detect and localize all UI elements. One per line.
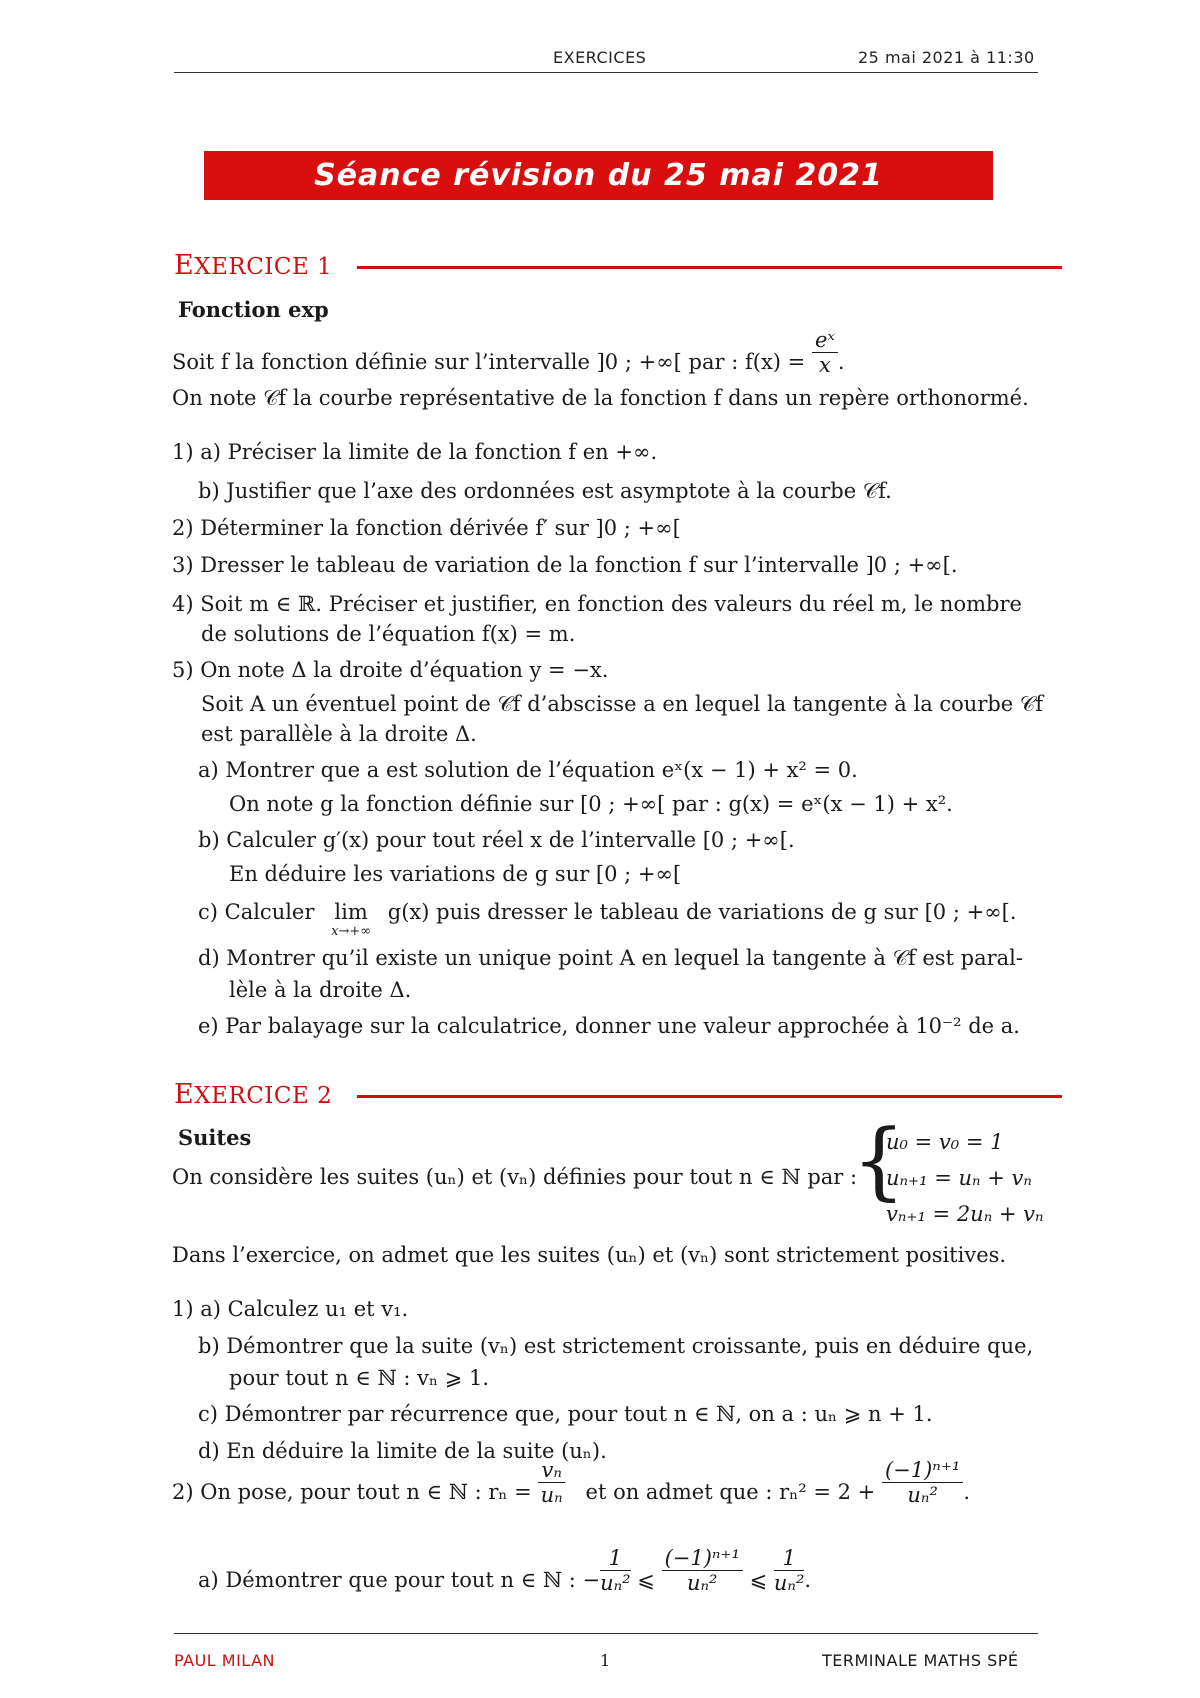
limit-operator xyxy=(321,900,381,939)
exercise-2-heading-initial: E xyxy=(174,1079,195,1110)
ex1-question-5-line-3: est parallèle à la droite Δ. xyxy=(201,722,477,746)
ex2-question-2-end: . xyxy=(963,1480,971,1504)
footer-rule xyxy=(174,1633,1038,1634)
ex2-question-1b-line-2: pour tout n ∈ ℕ : vₙ ⩾ 1. xyxy=(229,1366,490,1390)
ex2-question-2-start: 2) On pose, pour tout n ∈ ℕ : rₙ = xyxy=(172,1480,532,1504)
ex1-question-5a-line-1: a) Montrer que a est solution de l’équation eˣ(x − 1) + x² = 0. xyxy=(198,758,858,782)
footer-course: TERMINALE MATHS SPÉ xyxy=(822,1651,1019,1670)
ex1-question-5d-line-1: d) Montrer qu’il existe un unique point A en lequel la tangente à 𝒞f est paral- xyxy=(198,946,1023,970)
ex1-question-2: 2) Déterminer la fonction dérivée f′ sur ]0 ; +∞[ xyxy=(172,516,681,540)
limit-label: lim xyxy=(334,900,368,924)
ex2-question-2a-start: a) Démontrer que pour tout n ∈ ℕ : − xyxy=(198,1568,601,1592)
ex2-question-2 xyxy=(172,1458,971,1507)
ex1-question-4-line-1: 4) Soit m ∈ ℝ. Préciser et justifier, en fonction des valeurs du réel m, le nombre xyxy=(172,592,1022,616)
ex2-question-1d: d) En déduire la limite de la suite (uₙ). xyxy=(198,1439,607,1463)
exercise-1-subtitle: Fonction exp xyxy=(178,297,329,322)
inequality-sign-2: ⩽ xyxy=(749,1568,768,1592)
exercise-1-heading xyxy=(174,250,332,281)
exercise-1-heading-initial: E xyxy=(174,250,195,281)
ex2-question-2a-fraction-1 xyxy=(600,1546,630,1595)
ex1-question-5a-line-2: On note g la fonction définie sur [0 ; +∞[ par : g(x) = eˣ(x − 1) + x². xyxy=(229,792,953,816)
exercise-2-rule xyxy=(357,1095,1062,1098)
exercise-2-heading xyxy=(174,1079,332,1110)
exercise-1-heading-rest: XERCICE 1 xyxy=(194,254,333,280)
inequality-sign-1: ⩽ xyxy=(637,1568,655,1592)
fraction-numerator: 1 xyxy=(600,1546,630,1571)
system-brace: { xyxy=(852,1111,906,1209)
system-line-2: uₙ₊₁ = uₙ + vₙ xyxy=(886,1166,1032,1190)
exercise-2-subtitle: Suites xyxy=(178,1125,252,1150)
system-line-3: vₙ₊₁ = 2uₙ + vₙ xyxy=(886,1202,1044,1226)
exercise-2-intro-line-1: On considère les suites (uₙ) et (vₙ) définies pour tout n ∈ ℕ par : xyxy=(172,1165,858,1189)
ex1-question-5b-line-2: En déduire les variations de g sur [0 ; +∞[ xyxy=(229,862,682,886)
exercise-1-intro-line-2: On note 𝒞f la courbe représentative de la fonction f dans un repère orthonormé. xyxy=(172,386,1029,410)
fraction-denominator: uₙ² xyxy=(600,1571,631,1595)
ex1-question-5e: e) Par balayage sur la calculatrice, donner une valeur approchée à 10⁻² de a. xyxy=(198,1014,1020,1038)
ex2-question-2a-end: . xyxy=(804,1568,812,1592)
ex1-question-5c xyxy=(198,900,1017,939)
ex2-question-2-middle: et on admet que : rₙ² = 2 + xyxy=(585,1480,876,1504)
ex1-question-3: 3) Dresser le tableau de variation de la fonction f sur l’intervalle ]0 ; +∞[. xyxy=(172,553,958,577)
ex2-question-1a: 1) a) Calculez u₁ et v₁. xyxy=(172,1297,409,1321)
ex1-question-4-line-2: de solutions de l’équation f(x) = m. xyxy=(201,622,576,646)
exercise-1-intro-text: Soit f la fonction définie sur l’intervalle ]0 ; +∞[ par : f(x) = xyxy=(172,350,806,374)
ex1-question-1a: 1) a) Préciser la limite de la fonction f en +∞. xyxy=(172,440,658,464)
ex1-question-5d-line-2: lèle à la droite Δ. xyxy=(229,978,412,1002)
ex2-question-2-fraction-term xyxy=(882,1458,963,1507)
exercise-1-rule xyxy=(357,266,1062,269)
exercise-2-heading-rest: XERCICE 2 xyxy=(194,1083,333,1109)
ex1-question-1b: b) Justifier que l’axe des ordonnées est asymptote à la courbe 𝒞f. xyxy=(198,479,892,503)
header-rule xyxy=(174,72,1038,73)
ex2-question-2a-fraction-2 xyxy=(662,1546,743,1595)
fraction-denominator: uₙ xyxy=(540,1483,563,1507)
footer-author: PAUL MILAN xyxy=(174,1651,275,1670)
ex2-question-2a xyxy=(198,1546,812,1595)
fraction-numerator: vₙ xyxy=(538,1458,564,1483)
ex2-question-2-fraction-r xyxy=(538,1458,564,1507)
system-line-1: u₀ = v₀ = 1 xyxy=(886,1130,1004,1154)
fraction-numerator: (−1)ⁿ⁺¹ xyxy=(882,1458,963,1483)
ex2-question-1c: c) Démontrer par récurrence que, pour tout n ∈ ℕ, on a : uₙ ⩾ n + 1. xyxy=(198,1402,933,1426)
ex1-question-5c-end: g(x) puis dresser le tableau de variations de g sur [0 ; +∞[. xyxy=(387,900,1017,924)
exercise-1-intro-line-1: Soit f la fonction définie sur l’intervalle ]0 ; +∞[ par : f(x) = $\frac{\text{eˣ}}{x}$ . xyxy=(172,328,845,377)
fraction-numerator: eˣ xyxy=(812,328,838,353)
exercise-1-intro-fraction xyxy=(812,328,838,377)
fraction-denominator: uₙ² xyxy=(773,1571,805,1595)
fraction-numerator: (−1)ⁿ⁺¹ xyxy=(662,1546,743,1571)
limit-subscript: x→+∞ xyxy=(331,924,372,939)
page-title-banner: Séance révision du 25 mai 2021 xyxy=(204,151,993,200)
ex2-question-2a-fraction-3 xyxy=(774,1546,804,1595)
fraction-denominator: uₙ² xyxy=(687,1571,718,1595)
header-date: 25 mai 2021 à 11:30 xyxy=(858,48,1035,67)
exercise-2-intro-line-2: Dans l’exercice, on admet que les suites (uₙ) et (vₙ) sont strictement positives. xyxy=(172,1243,1007,1267)
header-title: EXERCICES xyxy=(553,48,647,67)
ex1-question-5b-line-1: b) Calculer g′(x) pour tout réel x de l’intervalle [0 ; +∞[. xyxy=(198,828,795,852)
ex2-question-1b-line-1: b) Démontrer que la suite (vₙ) est strictement croissante, puis en déduire que, xyxy=(198,1334,1034,1358)
ex1-question-5-line-2: Soit A un éventuel point de 𝒞f d’abscisse a en lequel la tangente à la courbe 𝒞f xyxy=(201,692,1043,716)
footer-page-number: 1 xyxy=(600,1651,611,1670)
fraction-denominator: uₙ² xyxy=(907,1483,938,1507)
ex1-question-5c-start: c) Calculer xyxy=(198,900,315,924)
fraction-numerator: 1 xyxy=(774,1546,804,1571)
ex1-question-5-line-1: 5) On note Δ la droite d’équation y = −x. xyxy=(172,658,609,682)
fraction-denominator: x xyxy=(818,353,831,377)
